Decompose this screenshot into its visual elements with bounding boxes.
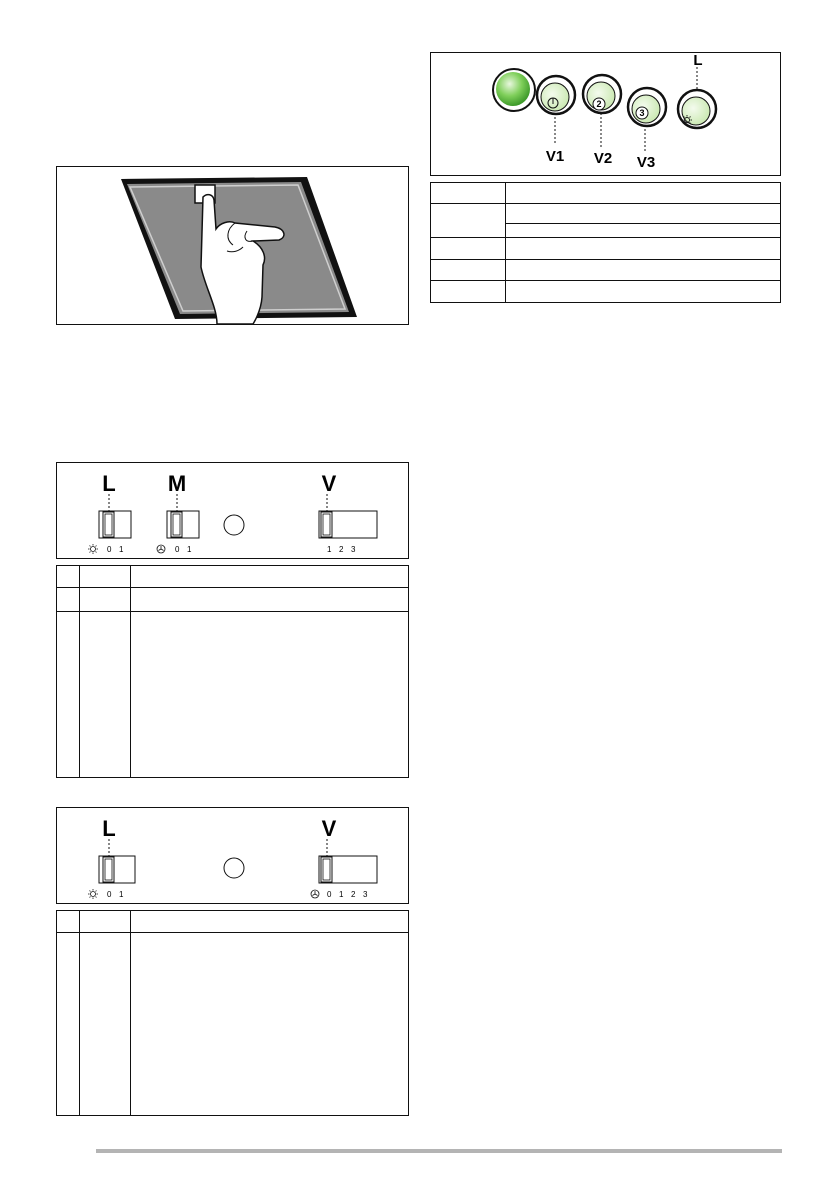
svg-text:0: 0 [107, 890, 112, 899]
indicator-lamp [224, 515, 244, 535]
slide-panel-lv-frame [56, 807, 409, 904]
svg-text:3: 3 [363, 890, 368, 899]
grease-filter-illustration [57, 167, 408, 324]
svg-text:0: 0 [327, 890, 332, 899]
button-v3[interactable] [628, 88, 666, 126]
label-v: V [321, 816, 337, 841]
label-m: M [167, 471, 187, 496]
sun-icon [88, 544, 98, 554]
button-light[interactable] [678, 90, 716, 128]
filter-figure-frame [56, 166, 409, 325]
svg-text:1: 1 [119, 545, 124, 554]
svg-text:1: 1 [327, 545, 332, 554]
svg-text:2: 2 [351, 890, 356, 899]
indicator-lamp [496, 72, 530, 106]
label-v2: V2 [593, 150, 613, 167]
svg-text:0: 0 [107, 545, 112, 554]
svg-text:1: 1 [339, 890, 344, 899]
svg-text:2: 2 [339, 545, 344, 554]
svg-text:3: 3 [639, 108, 645, 118]
svg-text:3: 3 [351, 545, 356, 554]
slide-panel-lmv-frame [56, 462, 409, 559]
label-l: L [102, 816, 116, 841]
button-v2[interactable] [583, 75, 621, 113]
svg-text:2: 2 [596, 99, 602, 109]
label-l: L [102, 471, 116, 496]
svg-text:1: 1 [119, 890, 124, 899]
button-v1[interactable] [537, 76, 575, 114]
indicator-lamp [224, 858, 244, 878]
label-v1: V1 [545, 148, 565, 165]
fan-icon [311, 890, 319, 898]
sun-icon [88, 889, 98, 899]
label-v3: V3 [636, 154, 656, 171]
slide-lmv-table [56, 565, 409, 778]
slide-lv-table [56, 910, 409, 1116]
svg-text:1: 1 [187, 545, 192, 554]
buttons-table [430, 182, 781, 303]
footer-rule [96, 1149, 782, 1153]
fan-icon [157, 545, 165, 553]
button-panel-frame [430, 52, 781, 176]
label-l: L [693, 53, 703, 69]
label-v: V [321, 471, 337, 496]
svg-text:0: 0 [175, 545, 180, 554]
